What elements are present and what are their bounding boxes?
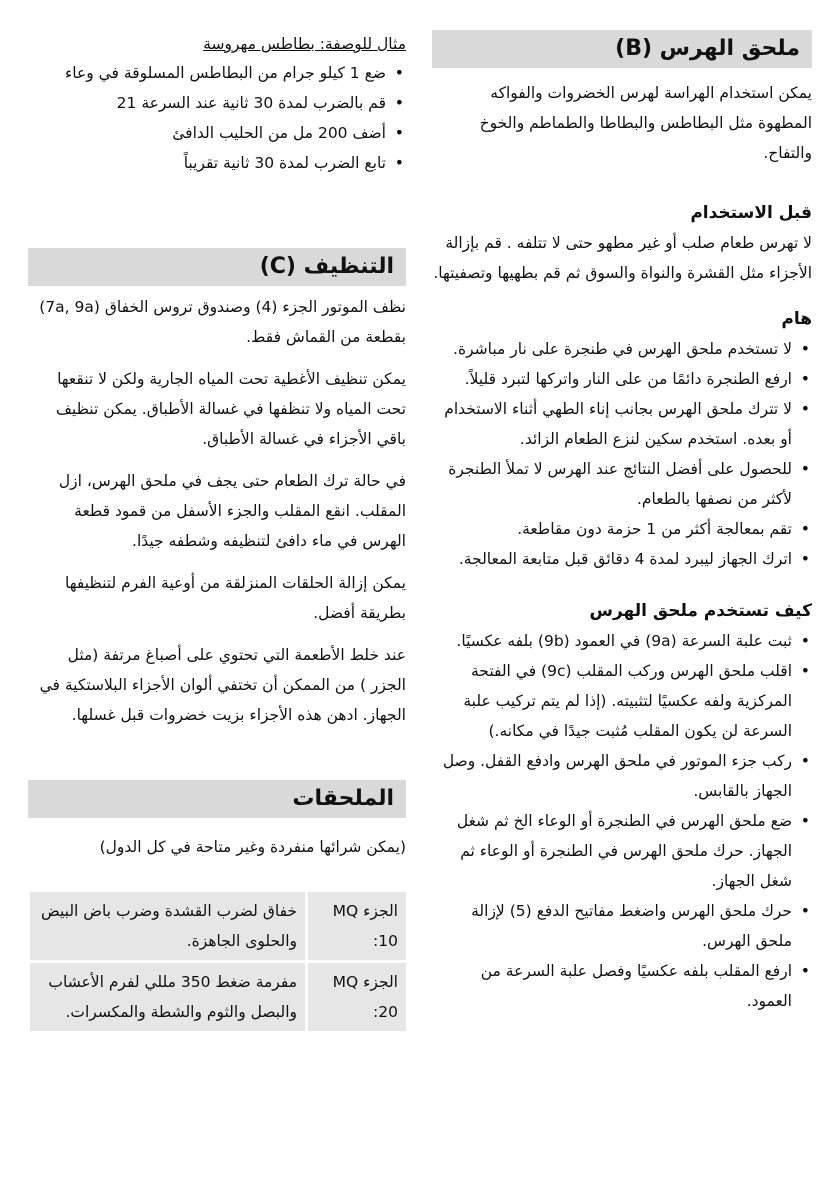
list-item: • ثبت علبة السرعة (9a) في العمود (9b) بلفه عكسيًا. — [432, 626, 812, 656]
recipe-list — [28, 58, 406, 178]
list-item: • لا تستخدم ملحق الهرس في طنجرة على نار مباشرة. — [432, 334, 812, 364]
accessories-heading — [28, 780, 406, 818]
list-item: • قم بالضرب لمدة 30 ثانية عند السرعة 21 — [28, 88, 406, 118]
list-item: • لا تترك ملحق الهرس بجانب إناء الطهي أثناء الاستخدام أو بعده. استخدم سكين لنزع الطعام الزائد. — [432, 394, 812, 454]
accessories-note: (يمكن شرائها منفردة وغير متاحة في كل الدول) — [99, 838, 406, 856]
part-number: الجزء MQ 10: — [307, 892, 407, 962]
list-item: • اترك الجهاز ليبرد لمدة 4 دقائق قبل متابعة المعالجة. — [432, 544, 812, 574]
list-item: • حرك ملحق الهرس واضغط مفاتيح الدفع (5) لإزالة ملحق الهرس. — [432, 896, 812, 956]
list-item: • أضف 200 مل من الحليب الدافئ — [28, 118, 406, 148]
part-description: خفاق لضرب القشدة وضرب باض البيض والحلوى الجاهزة. — [30, 892, 307, 962]
cleaning-paragraph: في حالة ترك الطعام حتى يجف في ملحق الهرس، ازل المقلب. انقع المقلب والجزء الأسفل من قمود قطعة الهرس في ماء دافئ لتنظيفه وشطفه جيدًا. — [58, 472, 406, 550]
list-item: • ضع ملحق الهرس في الطنجرة أو الوعاء الخ ثم شغل الجهاز. حرك ملحق الهرس في الطنجرة أو الوعاء ثم شغل الجهاز. — [432, 806, 812, 896]
important-heading: هام — [781, 309, 812, 329]
list-item: • تقم بمعالجة أكثر من 1 حزمة دون مقاطعة. — [432, 514, 812, 544]
cleaning-paragraph: عند خلط الأطعمة التي تحتوي على أصباغ مرتفة (مثل الجزر ) من الممكن أن تختفي ألوان الأجزاء البلاستكية في الجهاز. ادهن هذه الأجزاء بزيت خضروات قبل غسلها. — [39, 646, 406, 724]
list-item: • للحصول على أفضل النتائج عند الهرس لا تملأ الطنجرة لأكثر من نصفها بالطعام. — [432, 454, 812, 514]
left-column — [28, 0, 406, 1031]
table-row — [30, 962, 406, 1032]
part-description: مفرمة ضغط 350 مللي لفرم الأعشاب والبصل والثوم والشطة والمكسرات. — [30, 962, 307, 1032]
list-item: • تابع الضرب لمدة 30 ثانية تقريباً — [28, 148, 406, 178]
section-c-heading: التنظيف (C) — [28, 248, 406, 286]
cleaning-paragraph: نظف الموتور الجزء (4) وصندوق تروس الخفاق (7a, 9a) بقطعة من القماش فقط. — [39, 298, 406, 346]
list-item: • اقلب ملحق الهرس وركب المقلب (9c) في الفتحة المركزية ولفه عكسيًا لتثبيته. (إذا لم يتم تركيب علبة السرعة لن يكون المقلب مُثبت جيدًا في مكانه.) — [432, 656, 812, 746]
before-use-heading: قبل الاستخدام — [690, 203, 812, 223]
list-item: • ارفع الطنجرة دائمًا من على النار واتركها لتبرد قليلاً. — [432, 364, 812, 394]
how-to-use-heading: كيف تستخدم ملحق الهرس — [589, 601, 812, 621]
list-item: • ركب جزء الموتور في ملحق الهرس وادفع القفل. وصل الجهاز بالقابس. — [432, 746, 812, 806]
right-column — [432, 0, 812, 1016]
cleaning-paragraph: يمكن إزالة الحلقات المنزلقة من أوعية الفرم لتنظيفها بطريقة أفضل. — [65, 574, 406, 622]
list-item: • ارفع المقلب بلفه عكسيًا وفصل علبة السرعة من العمود. — [432, 956, 812, 1016]
part-number: الجزء MQ 20: — [307, 962, 407, 1032]
list-item: • ضع 1 كيلو جرام من البطاطس المسلوقة في وعاء — [28, 58, 406, 88]
how-to-use-list — [432, 626, 812, 1016]
accessories-table — [30, 892, 406, 1031]
recipe-title: مثال للوصفة: بطاطس مهروسة — [203, 35, 406, 53]
table-row — [30, 892, 406, 962]
cleaning-paragraph: يمكن تنظيف الأغطية تحت المياه الجارية ولكن لا تنقعها تحت المياه ولا تنظفها في غسالة الأطباق. يمكن تنظيف باقي الأجزاء في غسالة الأطباق. — [55, 370, 406, 448]
section-b-intro: يمكن استخدام الهراسة لهرس الخضروات والفواكه المطهوة مثل البطاطس والبطاطا والطماطم والخوخ والتفاح. — [479, 84, 812, 162]
accessories-title: الملحقات — [292, 786, 394, 811]
important-list — [432, 334, 812, 574]
before-use-text: لا تهرس طعام صلب أو غير مطهو حتى لا تتلفه . قم بإزالة الأجزاء مثل القشرة والنواة والسوق ثم قم بطهيها وتصفيتها. — [433, 234, 812, 282]
section-b-heading: ملحق الهرس (B) — [432, 30, 812, 68]
